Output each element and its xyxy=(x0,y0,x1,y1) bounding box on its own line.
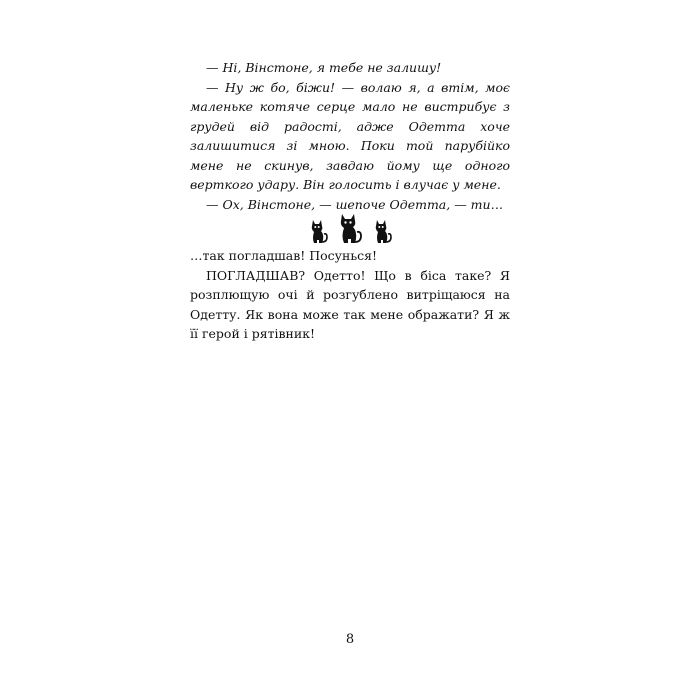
paragraph: — Ох, Вінстоне, — шепоче Одетта, — ти… xyxy=(206,196,504,212)
paragraph: …так погладшав! Посунься! xyxy=(190,248,378,263)
regular-text-block xyxy=(190,246,510,344)
paragraph: — Ну ж бо, біжи! — волаю я, а втім, моє маленьке котяче серце мало не вистрибує з грудей від радості, адже Одетта хоче залишитися зі мною. Поки той парубійко мене не скинув, завдаю йому ще одного верткого удару. Він голосить і влучає у мене. xyxy=(190,79,510,192)
section-separator xyxy=(0,208,700,244)
cat-icon xyxy=(337,212,363,244)
italic-text-block xyxy=(190,58,510,214)
page-number: 8 xyxy=(345,632,355,647)
cat-icon xyxy=(307,218,329,244)
paragraph: — Ні, Вінстоне, я тебе не залишу! xyxy=(206,60,442,75)
paragraph: ПОГЛАДШАВ? Одетто! Що в біса таке? Я розплющую очі й розгублено витріщаюся на Одетту. Як вона може так мене ображати? Я ж її герой і рятівник! xyxy=(190,267,510,341)
cat-icon xyxy=(371,218,393,244)
